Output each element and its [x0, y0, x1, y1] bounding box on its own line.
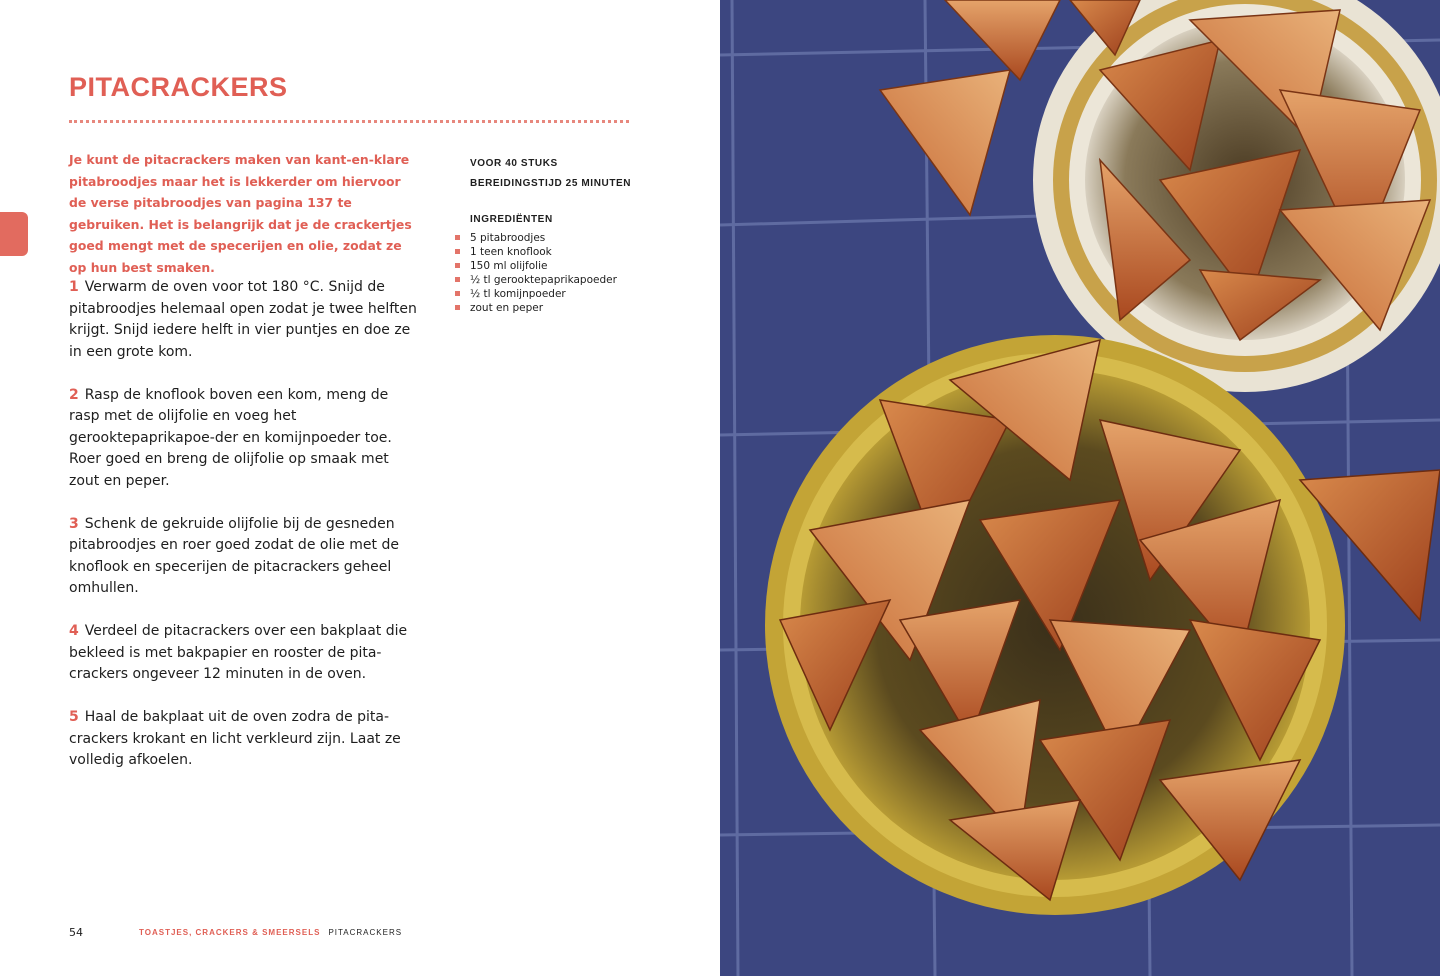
square-bullet-icon: [455, 277, 460, 282]
recipe-intro: Je kunt de pitacrackers maken van kant-en-klare pitabroodjes maar het is lekkerder om hiervoor de verse pitabroodjes van pagina 137 te gebruiken. Het is belangrijk dat je de crackertjes goed mengt met de specerijen en olie, zodat ze op hun best smaken.: [69, 152, 412, 275]
ingredient-item: ½ tl gerooktepaprikapoeder: [470, 273, 690, 287]
page-footer: [69, 925, 402, 939]
step-text: Schenk de gekruide olijfolie bij de gesneden pitabroodjes en roer goed zodat de olie met de knoflook en specerijen de pitacrackers geheel omhullen.: [69, 515, 399, 596]
recipe-step: [69, 514, 421, 600]
square-bullet-icon: [455, 305, 460, 310]
step-number: 3: [69, 515, 79, 532]
square-bullet-icon: [455, 263, 460, 268]
ingredients-list: [470, 231, 690, 315]
recipe-time: BEREIDINGSTIJD 25 MINUTEN: [470, 178, 632, 189]
step-text: Haal de bakplaat uit de oven zodra de pita-crackers krokant en licht verkleurd zijn. Laat ze volledig afkoelen.: [69, 709, 401, 768]
step-text: Verwarm de oven voor tot 180 °C. Snijd de pitabroodjes helemaal open zodat je twee helften krijgt. Snijd iedere helft in vier puntjes en doe ze in een grote kom.: [69, 279, 417, 360]
step-number: 5: [69, 709, 79, 725]
step-number: 1: [69, 279, 79, 295]
pitacrackers-photo-illustration: [720, 0, 1440, 976]
ingredient-item: ½ tl komijnpoeder: [470, 287, 690, 301]
ingredient-item: 150 ml olijfolie: [470, 259, 690, 273]
dotted-divider: [69, 120, 629, 123]
recipe-meta: [470, 154, 690, 315]
recipe-yield: VOOR 40 STUKS: [470, 158, 558, 169]
recipe-step: [69, 277, 421, 363]
square-bullet-icon: [455, 235, 460, 240]
ingredient-item: 1 teen knoflook: [470, 245, 690, 259]
step-text: Rasp de knoflook boven een kom, meng de rasp met de olijfolie en voeg het gerooktepaprikapoe-der en komijnpoeder toe. Roer goed en breng de olijfolie op smaak met zout en peper.: [69, 386, 392, 489]
step-number: 4: [69, 623, 79, 639]
chapter-tab-marker: [0, 212, 28, 256]
footer-chapter: TOASTJES, CRACKERS & SMEERSELS: [139, 927, 321, 937]
recipe-step: [69, 385, 421, 493]
footer-section: PITACRACKERS: [328, 927, 403, 937]
square-bullet-icon: [455, 291, 460, 296]
recipe-step: [69, 621, 421, 686]
step-number: 2: [69, 386, 79, 403]
page-number: 54: [69, 925, 83, 939]
recipe-title: PITACRACKERS: [69, 72, 288, 102]
ingredients-heading: INGREDIËNTEN: [470, 214, 553, 225]
step-text: Verdeel de pitacrackers over een bakplaat die bekleed is met bakpapier en rooster de pita-crackers ongeveer 12 minuten in de oven.: [69, 623, 408, 682]
square-bullet-icon: [455, 249, 460, 254]
food-photo: [720, 0, 1440, 976]
ingredient-item: 5 pitabroodjes: [470, 231, 690, 245]
recipe-steps: [69, 277, 421, 793]
ingredient-item: zout en peper: [470, 301, 690, 315]
recipe-step: [69, 707, 421, 772]
